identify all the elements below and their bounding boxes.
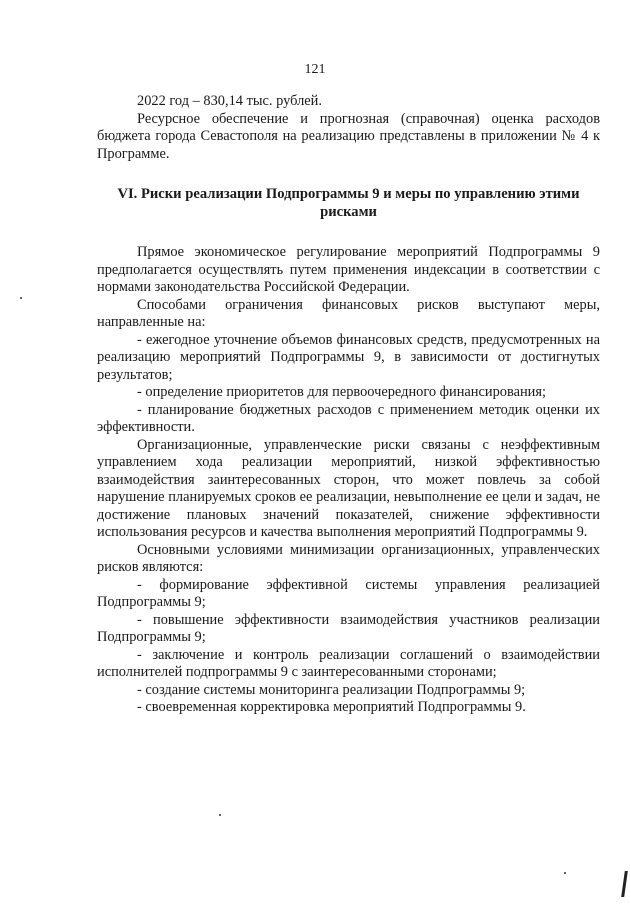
- paragraph-organizational-risks: Организационные, управленческие риски связаны с неэффективным управлением хода реализации мероприятий, низкой эффективностью взаимодействия заинтересованных сторон, что может повлечь за собой нарушение планируемых сроков ее реализации, невыполнение ее цели и задач, не достижение плановых значений показателей, снижение эффективности использования ресурсов и качества выполнения мероприятий Подпрограммы 9.: [97, 436, 600, 540]
- list-item-interaction-efficiency: - повышение эффективности взаимодействия участников реализации Подпрограммы 9;: [97, 611, 600, 645]
- list-item-annual-clarification: - ежегодное уточнение объемов финансовых средств, предусмотренных на реализацию мероприятий Подпрограммы 9, в зависимости от достигнутых результатов;: [97, 331, 600, 383]
- paragraph-resource-support: Ресурсное обеспечение и прогнозная (справочная) оценка расходов бюджета города Севастополя на реализацию представлены в приложении № 4 к Программе.: [97, 110, 600, 162]
- section-heading: VI. Риски реализации Подпрограммы 9 и меры по управлению этими рисками: [117, 186, 580, 220]
- paragraph-minimization-conditions: Основными условиями минимизации организационных, управленческих рисков являются:: [97, 541, 600, 575]
- list-item-priority-financing: - определение приоритетов для первоочередного финансирования;: [137, 384, 546, 400]
- list-item-timely-adjustment: - своевременная корректировка мероприятий Подпрограммы 9.: [137, 699, 526, 715]
- page-number: 121: [304, 62, 326, 77]
- scan-speck: [564, 872, 566, 874]
- list-item-agreements-control: - заключение и контроль реализации соглашений о взаимодействии исполнителей подпрограммы 9 с заинтересованными сторонами;: [97, 646, 600, 680]
- page-body: [97, 93, 600, 717]
- scan-speck: [20, 297, 22, 299]
- scan-edge-mark: [621, 871, 628, 897]
- paragraph-economic-regulation: Прямое экономическое регулирование мероприятий Подпрограммы 9 предполагается осуществлять путем применения индексации в соответствии с нормами законодательства Российской Федерации.: [97, 244, 600, 295]
- scan-speck: [219, 814, 221, 816]
- paragraph-financial-risk-measures: Способами ограничения финансовых рисков выступают меры, направленные на:: [97, 296, 600, 330]
- list-item-budget-planning: - планирование бюджетных расходов с применением методик оценки их эффективности.: [97, 401, 600, 435]
- paragraph-budget-2022: 2022 год – 830,14 тыс. рублей.: [137, 93, 322, 109]
- list-item-management-system: - формирование эффективной системы управления реализацией Подпрограммы 9;: [97, 576, 600, 610]
- list-item-monitoring-system: - создание системы мониторинга реализации Подпрограммы 9;: [137, 681, 526, 698]
